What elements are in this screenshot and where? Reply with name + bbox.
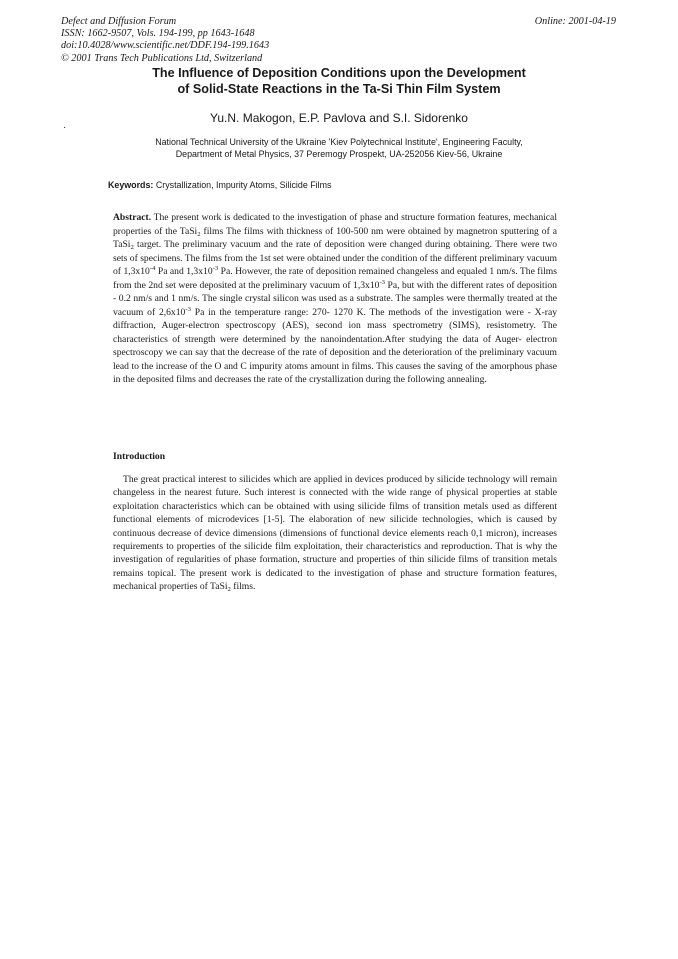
- abstract: [113, 211, 557, 387]
- abstract-sub-2: 2: [130, 244, 134, 251]
- keywords-label: Keywords:: [108, 180, 154, 190]
- journal-name: Defect and Diffusion Forum: [61, 16, 177, 27]
- abstract-text-1: The present work is dedicated to the investigation of phase and structure formation features, mechanical properties of the TaSi: [113, 212, 557, 237]
- abstract-sup-3: -3: [379, 278, 386, 286]
- intro-text-1: The great practical interest to silicides which are applied in devices produced by silicide technology will remain changeless in the nearest future. Such interest is connected with the wide range of physical properties at stable exploitation characteristics which can be obtained with using silicide films of transition metals used as different functional elements of microdevices [1-5]. The elaboration of new silicide technologies, which is caused by continuous decrease of device dimensions (dimensions of functional device elements reach 0,1 micron), increases requirements to properties of the silicide film exploitation, their characteristics and reproduction. That is why the investigation of regularities of phase formation, structure and properties of thin silicide films of transition metals remains topical. The present work is dedicated to the investigation of phase and structure formation features, mechanical properties of TaSi: [113, 474, 557, 593]
- abstract-label: Abstract.: [113, 212, 152, 223]
- journal-header: [61, 16, 269, 65]
- paper-title: [0, 66, 678, 97]
- abstract-sup-4: -3: [185, 305, 191, 313]
- stray-dot-mark: ·: [63, 122, 67, 133]
- affiliation-line-1: National Technical University of the Ukraine 'Kiev Polytechnical Institute', Engineering Faculty,: [155, 137, 523, 147]
- abstract-sub-1: 2: [197, 230, 201, 238]
- affiliation: [0, 136, 678, 160]
- title-line-1: The Influence of Deposition Conditions upon the Development: [152, 66, 526, 80]
- abstract-text-2: films The films with thickness of 100-500 nm were obtained by magnetron sputtering of a TaSi: [113, 225, 557, 250]
- abstract-sup-2: -3: [212, 265, 219, 272]
- online-date: Online: 2001-04-19: [534, 16, 616, 27]
- abstract-text-7: Pa in the temperature range: 270- 1270 K. The methods of the investigation were - X-ray diffraction, Auger-electron spectroscopy (AES), second ion mass spectrometry (SIMS), resistometry. The characteristics of strength were determined by the nanoindentation.After studying the data of Auger- electron spectroscopy we can say that the decrease of the rate of deposition and the deterioration of the preliminary vacuum lead to the increase of the O and C impurity atoms amount in films. This causes the saving of the amorphous phase in the deposited films and decreases the rate of the crystallization during the following annealing.: [113, 306, 557, 385]
- issn-line: ISSN: 1662-9507, Vols. 194-199, pp 1643-1648: [61, 28, 255, 40]
- abstract-text-6: Pa, but with the different rates of deposition - 0.2 nm/s and 1 nm/s. The single crystal silicon was used as a substrate. The samples were thermally treated at the vacuum of 2,6x10: [113, 279, 557, 318]
- copyright-line: © 2001 Trans Tech Publications Ltd, Switzerland: [61, 52, 263, 64]
- affiliation-line-2: Department of Metal Physics, 37 Peremogy Prospekt, UA-252056 Kiev-56, Ukraine: [175, 149, 503, 159]
- doi-line: doi:10.4028/www.scientific.net/DDF.194-199.1643: [61, 40, 270, 52]
- abstract-text-3: target. The preliminary vacuum and the rate of deposition were changed during obtaining. There were two sets of specimens. The films from the 1st set were obtained under the condition of the different preliminary vacuum of 1,3x10: [113, 239, 557, 277]
- abstract-text-4: Pa and 1,3x10: [155, 266, 213, 277]
- abstract-sup-1: -4: [149, 265, 156, 272]
- introduction-body: [113, 473, 557, 594]
- intro-sub-1: 2: [227, 586, 231, 594]
- introduction-heading: Introduction: [113, 451, 166, 462]
- keywords: [108, 180, 331, 190]
- title-line-2: of Solid-State Reactions in the Ta-Si Thin Film System: [177, 81, 501, 96]
- abstract-text-5: Pa. However, the rate of deposition remained changeless and equaled 1 nm/s. The films from the 2nd set were deposited at the preliminary vacuum of 1,3x10: [113, 266, 557, 291]
- keywords-text: Crystallization, Impurity Atoms, Silicide Films: [155, 180, 332, 190]
- authors: Yu.N. Makogon, E.P. Pavlova and S.I. Sidorenko: [210, 111, 468, 125]
- intro-text-2: films.: [230, 581, 256, 593]
